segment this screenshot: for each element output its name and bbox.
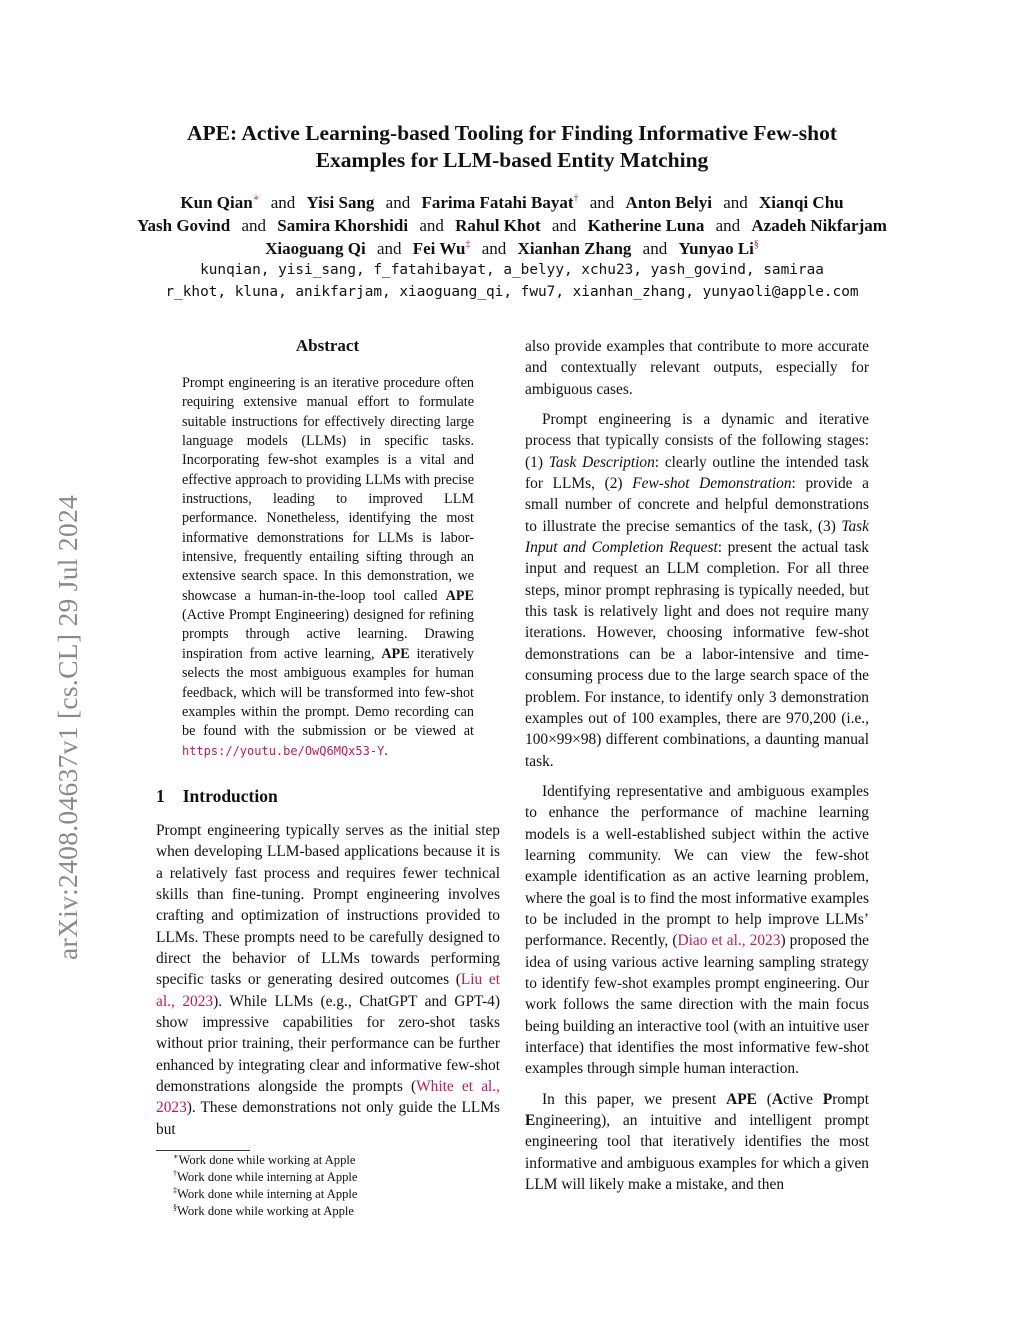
paragraph-text: : provide a small number of concrete and helpful demonstrations to illustrate the precise semantics of the task, (3) (525, 475, 869, 535)
author-name: Xianhan Zhang (517, 239, 632, 258)
author-name: Xianqi Chu (759, 193, 844, 212)
author-separator: and (419, 216, 444, 235)
author-separator: and (385, 193, 411, 212)
author-name: Yisi Sang (306, 193, 375, 212)
ape-name: APE (445, 587, 474, 604)
affiliation-mark: ‡ (465, 239, 471, 250)
author-name: Anton Belyi (625, 193, 712, 212)
footnote-mark: ‡ (173, 1186, 177, 1195)
author-separator: and (551, 216, 577, 235)
abstract-text: Prompt engineering is an iterative procedure often requiring extensive manual effort to formulate suitable instructions for effectively directing large language models (LLMs) in specific tasks. Incorporating few-shot examples is a vital and effective approach to providing LLMs with precise instructions, leading to improved LLM performance. Nonetheless, identifying the most informative demonstrations for LLMs is labor-intensive, frequently entailing sifting through an extensive search space. In this demonstration, we showcase a human-in-the-loop tool called (182, 375, 474, 604)
author-name: Azadeh Nikfarjam (751, 216, 887, 235)
author-name: Yunyao Li (678, 239, 754, 258)
citation-link[interactable]: Diao et al., 2023 (677, 932, 781, 950)
section-heading-introduction (156, 786, 278, 807)
section-number: 1 (156, 786, 165, 806)
author-name: Rahul Khot (455, 216, 541, 235)
author-separator: and (715, 216, 741, 235)
acronym-letter: P (822, 1090, 833, 1108)
footnote (173, 1152, 358, 1169)
paragraph-text: ( (756, 1090, 772, 1108)
paragraph-text: ). These demonstrations not only guide the LLMs but (156, 1099, 500, 1138)
ape-name: APE (381, 645, 410, 662)
footnote-mark: ∗ (173, 1152, 179, 1161)
acronym-letter: E (525, 1112, 536, 1130)
section-title: Introduction (182, 786, 278, 806)
paragraph-text: ngineering (535, 1112, 602, 1130)
footnote-mark: § (173, 1203, 177, 1212)
email-line-2: r_khot, kluna, anikfarjam, xiaoguang_qi, fwu7, xianhan_zhang, yunyaoli@apple.com (165, 284, 859, 300)
abstract-text: . (384, 742, 388, 759)
paragraph-text: Prompt engineering is a dynamic and iterative process that typically consists of the following stages: (1) (525, 411, 869, 471)
author-separator: and (723, 193, 748, 212)
title-line-1: APE: Active Learning-based Tooling for Finding Informative Few-shot (187, 121, 837, 145)
paragraph: also provide examples that contribute to more accurate and contextually relevant outputs, especially for ambiguous cases. (525, 338, 869, 398)
paragraph-text: ctive (783, 1090, 823, 1108)
author-line-1 (40, 191, 984, 214)
paragraph-text: : present the actual task input and request an LLM completion. For all three steps, minor prompt rephrasing is typically needed, but this task is relatively light and does not require many iterations. However, choosing informative few-shot demonstrations can be a labor-intensive and time-consuming process due to the large search space of the problem. For instance, to identify only 3 demonstration examples out of 100 examples, there are 970,200 (i.e., 100×99×98) different combinations, a daunting manual task. (525, 539, 870, 770)
paragraph-text: In this paper, we present (542, 1090, 727, 1108)
author-list (40, 191, 984, 260)
paragraph-text: ) proposed the idea of using various active learning sampling strategy to identify few-shot examples prompt engineering. Our work follows the same direction with the main focus being building an interactive tool (with an intuitive user interface) that identifies the most informative few-shot examples through simple human interaction. (525, 932, 870, 1078)
emphasis: Task Description (548, 453, 655, 471)
arxiv-identifier: arXiv:2408.04637v1 [cs.CL] 29 Jul 2024 (52, 494, 83, 960)
email-line-1: kunqian, yisi_sang, f_fatahibayat, a_belyy, xchu23, yash_govind, samiraa (200, 262, 824, 278)
author-emails (40, 259, 984, 303)
citation-link[interactable]: White et al., 2023 (156, 1078, 500, 1117)
footnote-text: Work done while working at Apple (178, 1153, 356, 1167)
author-line-2 (40, 214, 984, 237)
paragraph (525, 409, 869, 772)
footnote (173, 1169, 358, 1186)
paragraph-text: ), an intuitive and intelligent prompt engineering tool that iteratively identifies the most informative and ambiguous examples for which a given LLM will likely make a mistake, and then (525, 1112, 869, 1194)
author-name: Katherine Luna (587, 216, 705, 235)
author-separator: and (589, 193, 615, 212)
right-column-body (525, 336, 869, 1195)
paragraph (525, 781, 869, 1080)
paragraph (525, 1089, 869, 1196)
footnote-divider (156, 1150, 250, 1151)
abstract-text: iteratively selects the most ambiguous examples for human feedback, which will be transformed into few-shot examples within the prompt. Demo recording can be found with the submission or be viewed at (182, 645, 474, 740)
author-name: Fei Wu (412, 239, 466, 258)
paragraph (156, 820, 500, 1140)
affiliation-mark: † (573, 193, 579, 204)
author-separator: and (241, 216, 266, 235)
author-line-3 (40, 237, 984, 260)
footnotes (173, 1152, 358, 1220)
abstract-body (182, 374, 474, 761)
footnote-mark: † (173, 1169, 177, 1178)
footnote-text: Work done while working at Apple (177, 1204, 355, 1218)
paragraph-text: rompt (832, 1090, 869, 1108)
footnote (173, 1203, 358, 1220)
author-separator: and (642, 239, 668, 258)
citation-link[interactable]: Liu et al., 2023 (156, 971, 500, 1010)
ape-name: APE (726, 1090, 757, 1108)
author-separator: and (270, 193, 296, 212)
emphasis: Few-shot Demonstration (632, 475, 792, 493)
author-name: Kun Qian (180, 193, 253, 212)
paragraph-text: : clearly outline the intended task for LLMs, (2) (525, 453, 870, 493)
paragraph-text: ). While LLMs (e.g., ChatGPT and GPT-4) show impressive capabilities for zero-shot tasks without prior training, their performance can be further enhanced by integrating clear and informative few-shot demonstrations alongside the prompts ( (156, 992, 500, 1096)
footnote-text: Work done while interning at Apple (177, 1170, 358, 1184)
affiliation-mark: ∗ (252, 193, 260, 204)
author-separator: and (376, 239, 402, 258)
abstract-heading: Abstract (295, 336, 360, 355)
author-name: Farima Fatahi Bayat (421, 193, 574, 212)
author-name: Yash Govind (137, 216, 231, 235)
left-column-body (156, 820, 500, 1140)
title-line-2: Examples for LLM-based Entity Matching (315, 148, 709, 172)
emphasis: Task Input and Completion Request (525, 517, 869, 557)
paper-title (60, 120, 964, 174)
footnote (173, 1186, 358, 1203)
footnote-text: Work done while interning at Apple (177, 1187, 358, 1201)
author-name: Samira Khorshidi (277, 216, 409, 235)
author-name: Xiaoguang Qi (265, 239, 366, 258)
author-separator: and (481, 239, 507, 258)
paragraph-text: Identifying representative and ambiguous examples to enhance the performance of machine learning models is a well-established subject within the active learning community. We can view the few-shot example identification as an active learning problem, where the goal is to find the most informative examples to be included in the prompt to help improve LLMs’ performance. Recently, ( (525, 782, 869, 950)
abstract-text: (Active Prompt Engineering) designed for refining prompts through active learning. Drawing inspiration from active learning, (182, 607, 474, 662)
paragraph-text: Prompt engineering typically serves as the initial step when developing LLM-based applications because it is a relatively fast process and requires fewer technical skills than fine-tuning. Prompt engineering involves crafting and optimization of instructions provided to LLMs. These prompts need to be carefully designed to direct the behavior of LLMs towards performing specific tasks or generating desired outcomes ( (156, 822, 500, 989)
affiliation-mark: § (753, 239, 759, 250)
acronym-letter: A (771, 1090, 784, 1108)
demo-video-link[interactable]: https://youtu.be/OwQ6MQx53-Y (182, 743, 385, 758)
